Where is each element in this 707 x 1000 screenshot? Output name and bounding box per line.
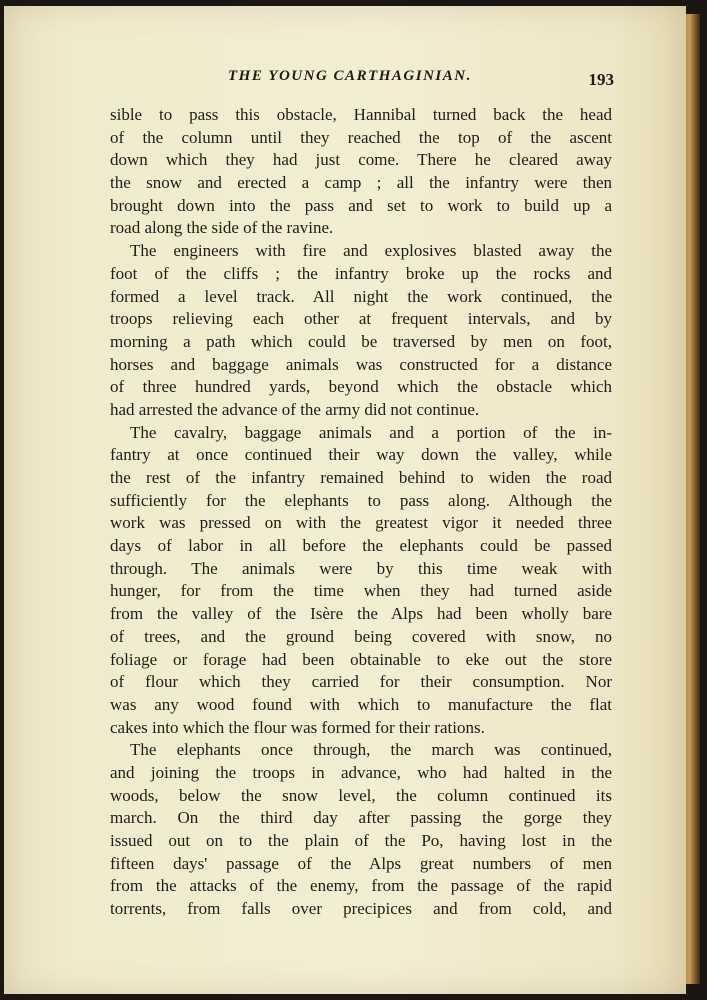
- text-line: from the valley of the Isère the Alps had been wholly bare: [110, 604, 612, 624]
- text-line: of flour which they carried for their consumption. Nor: [110, 672, 612, 692]
- text-line: work was pressed on with the greatest vigor it needed three: [110, 513, 612, 533]
- book-page-edge: [684, 14, 700, 984]
- text-line: through. The animals were by this time weak with: [110, 558, 612, 578]
- text-line: fifteen days' passage of the Alps great numbers of men: [110, 853, 612, 873]
- text-line: morning a path which could be traversed by men on foot,: [110, 331, 612, 351]
- text-line: cakes into which the flour was formed for their rations.: [110, 717, 485, 737]
- paragraph-start-line: The elephants once through, the march was continued,: [130, 740, 612, 760]
- text-line: foliage or forage had been obtainable to eke out the store: [110, 649, 612, 669]
- text-line: troops relieving each other at frequent intervals, and by: [110, 309, 612, 329]
- text-line: of trees, and the ground being covered with snow, no: [110, 626, 612, 646]
- text-line: hunger, for from the time when they had turned aside: [110, 581, 612, 601]
- text-line: of three hundred yards, beyond which the obstacle which: [110, 377, 612, 397]
- text-line: issued out on to the plain of the Po, having lost in the: [110, 831, 612, 850]
- text-line: was any wood found with which to manufacture the flat: [110, 694, 612, 714]
- text-line: of the column until they reached the top of the ascent: [110, 127, 612, 147]
- text-line: the rest of the infantry remained behind to widen the road: [110, 468, 612, 487]
- page-number: 193: [588, 70, 614, 89]
- text-line: sufficiently for the elephants to pass along. Although the: [110, 490, 612, 510]
- text-line: and joining the troops in advance, who had halted in the: [110, 762, 612, 782]
- text-line: brought down into the pass and set to work to build up a: [110, 195, 612, 215]
- text-line: down which they had just come. There he cleared away: [110, 150, 612, 170]
- text-line: woods, below the snow level, the column continued its: [110, 785, 612, 805]
- text-line: the snow and erected a camp ; all the infantry were then: [110, 173, 612, 193]
- text-line: horses and baggage animals was constructed for a distance: [110, 354, 612, 374]
- text-line: torrents, from falls over precipices and from cold, and: [110, 899, 612, 919]
- text-line: days of labor in all before the elephants could be passed: [110, 536, 612, 556]
- text-line: road along the side of the ravine.: [110, 218, 334, 238]
- text-line: sible to pass this obstacle, Hannibal turned back the head: [110, 105, 612, 124]
- text-line: from the attacks of the enemy, from the passage of the rapid: [110, 876, 612, 896]
- paragraph-start-line: The cavalry, baggage animals and a portion of the in-: [130, 422, 612, 442]
- body-text: [110, 104, 612, 921]
- running-title: THE YOUNG CARTHAGINIAN.: [228, 68, 472, 84]
- page-header: [100, 64, 620, 94]
- text-line: formed a level track. All night the work continued, the: [110, 286, 612, 306]
- text-line: had arrested the advance of the army did not continue.: [110, 399, 480, 419]
- text-line: foot of the cliffs ; the infantry broke up the rocks and: [110, 263, 612, 283]
- text-line: march. On the third day after passing the gorge they: [110, 808, 612, 828]
- paragraph-start-line: The engineers with fire and explosives blasted away the: [130, 241, 612, 261]
- text-line: fantry at once continued their way down the valley, while: [110, 445, 612, 465]
